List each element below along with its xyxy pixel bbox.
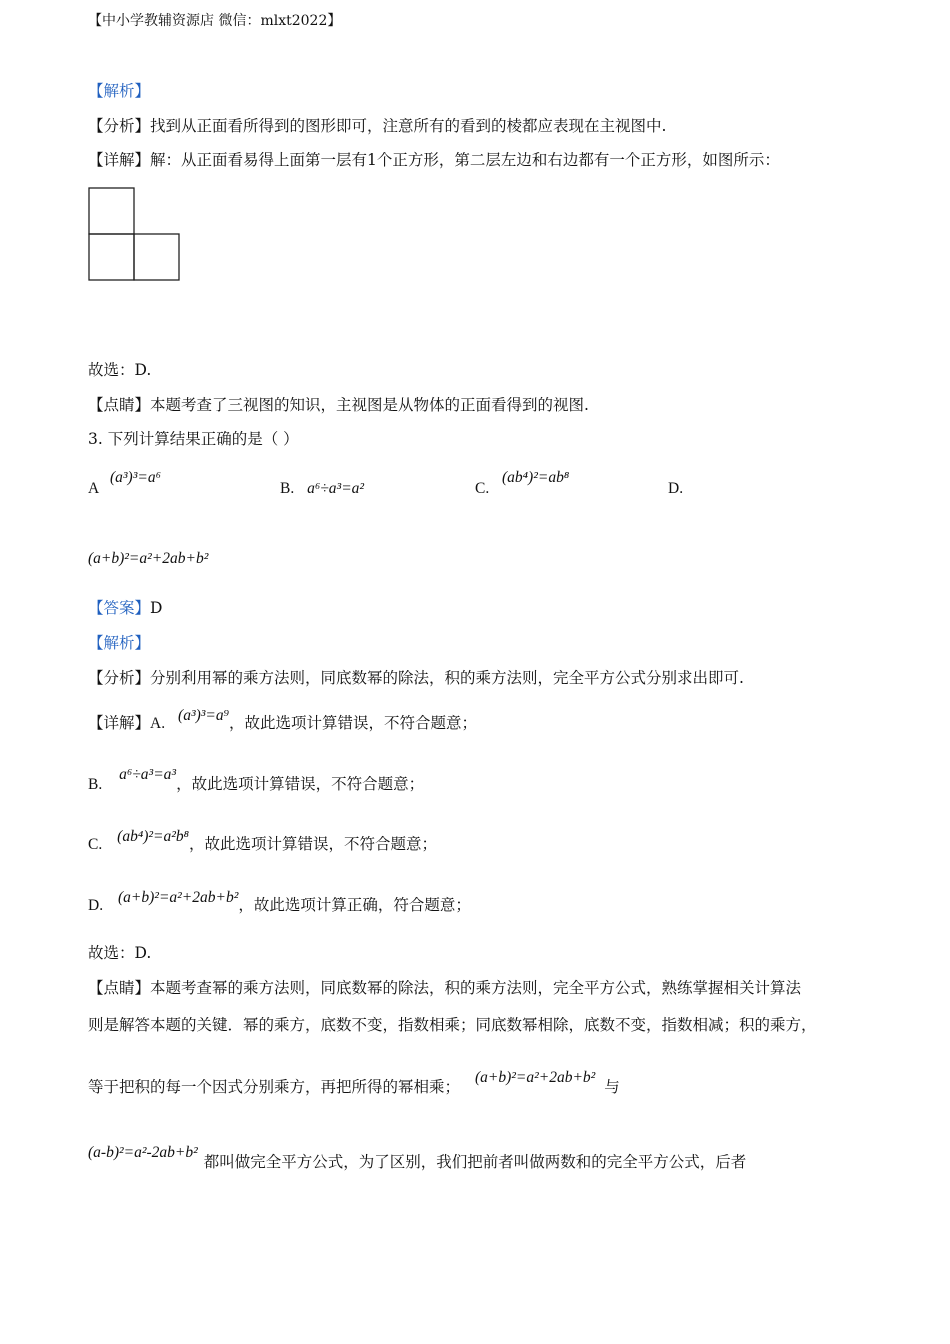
analysis-tag: 【分析】 xyxy=(88,117,151,135)
question-3-stem: 3. 下列计算结果正确的是（ ） xyxy=(88,430,299,448)
choice-line: 故选：D. xyxy=(88,361,152,379)
option-a-expression: (a³)³=a⁶ xyxy=(110,469,161,486)
comment-line-2 xyxy=(88,976,801,1000)
option-d xyxy=(668,476,683,501)
comment-tag-2: 【点睛】 xyxy=(88,979,151,997)
option-b-label: B. xyxy=(280,480,295,497)
formula-sum-square: (a+b)²=a²+2ab+b² xyxy=(474,1069,596,1086)
comment-text-1: 本题考查幂的乘方法则，同底数幂的除法，积的乘方法则，完全平方公式，熟练掌握相关计算法 xyxy=(150,979,802,997)
detail-d-text: ，故此选项计算正确，符合题意； xyxy=(238,896,471,914)
option-d-label: D. xyxy=(668,480,684,497)
choice-line-2: 故选：D. xyxy=(88,944,152,962)
detail-c-label: C. xyxy=(88,836,103,853)
option-c xyxy=(475,476,489,501)
detail-b-text: ，故此选项计算错误，不符合题意； xyxy=(176,775,425,793)
analysis-line xyxy=(88,114,666,138)
detail-b-expression: a⁶÷a³=a³ xyxy=(119,766,177,783)
jiexi-heading-2: 【解析】 xyxy=(88,634,151,652)
detail-d-line xyxy=(88,889,471,918)
option-c-label: C. xyxy=(475,480,490,497)
analysis-text-2: 分别利用幂的乘方法则，同底数幂的除法，积的乘方法则，完全平方公式分别求出即可. xyxy=(150,669,744,687)
comment-text-2: 则是解答本题的关键．幂的乘方，底数不变，指数相乘；同底数幂相除，底数不变，指数相减；积的乘方， xyxy=(88,1016,817,1034)
comment-text-3: 等于把积的每一个因式分别乘方，再把所得的幂相乘； xyxy=(88,1078,461,1096)
page-header: 【中小学教辅资源店 微信：mlxt2022】 xyxy=(88,13,342,29)
answer-line xyxy=(88,596,162,620)
detail-d-expression: (a+b)²=a²+2ab+b² xyxy=(118,889,239,906)
formula-connector: 与 xyxy=(604,1078,620,1096)
analysis-text: 找到从正面看所得到的图形即可，注意所有的看到的棱都应表现在主视图中. xyxy=(150,117,667,135)
figure-square-top xyxy=(89,188,134,234)
option-b-expression: a⁶÷a³=a² xyxy=(307,480,365,497)
detail-b-label: B. xyxy=(88,776,103,793)
answer-tag: 【答案】 xyxy=(88,599,151,617)
option-a xyxy=(88,476,99,501)
detail-a-label: A. xyxy=(150,715,166,732)
detail-line xyxy=(88,148,780,172)
option-c-expression: (ab⁴)²=ab⁸ xyxy=(502,469,570,486)
detail-c-text: ，故此选项计算错误，不符合题意； xyxy=(189,835,438,853)
comment-tag: 【点睛】 xyxy=(88,396,151,414)
analysis-tag-2: 【分析】 xyxy=(88,669,151,687)
analysis-line-2 xyxy=(88,666,744,690)
option-b xyxy=(280,476,364,501)
comment-text-4: 都叫做完全平方公式，为了区别，我们把前者叫做两数和的完全平方公式，后者 xyxy=(203,1153,747,1171)
detail-c-line xyxy=(88,828,438,857)
front-view-figure xyxy=(88,187,182,282)
comment-line-3 xyxy=(88,1069,620,1100)
figure-square-bottom-left xyxy=(89,234,134,280)
detail-a-line xyxy=(88,707,478,736)
option-a-label: A xyxy=(88,480,100,497)
detail-text: 解：从正面看易得上面第一层有1个正方形，第二层左边和右边都有一个正方形，如图所示： xyxy=(150,151,780,169)
formula-diff-square: (a-b)²=a²-2ab+b² xyxy=(88,1144,198,1161)
comment-text: 本题考查了三视图的知识，主视图是从物体的正面看得到的视图. xyxy=(150,396,589,414)
detail-d-label: D. xyxy=(88,897,104,914)
answer-value: D xyxy=(150,599,163,617)
detail-a-expression: (a³)³=a⁹ xyxy=(178,707,229,724)
detail-a-text: ，故此选项计算错误，不符合题意； xyxy=(229,714,478,732)
detail-tag-2: 【详解】 xyxy=(88,714,151,732)
detail-c-expression: (ab⁴)²=a²b⁸ xyxy=(117,828,190,845)
comment-line xyxy=(88,393,589,417)
detail-tag: 【详解】 xyxy=(88,151,151,169)
comment-line-4 xyxy=(88,1144,747,1175)
jiexi-heading: 【解析】 xyxy=(88,82,151,100)
detail-b-line xyxy=(88,766,425,797)
option-d-expression: (a+b)²=a²+2ab+b² xyxy=(88,550,209,567)
figure-square-bottom-right xyxy=(134,234,179,280)
